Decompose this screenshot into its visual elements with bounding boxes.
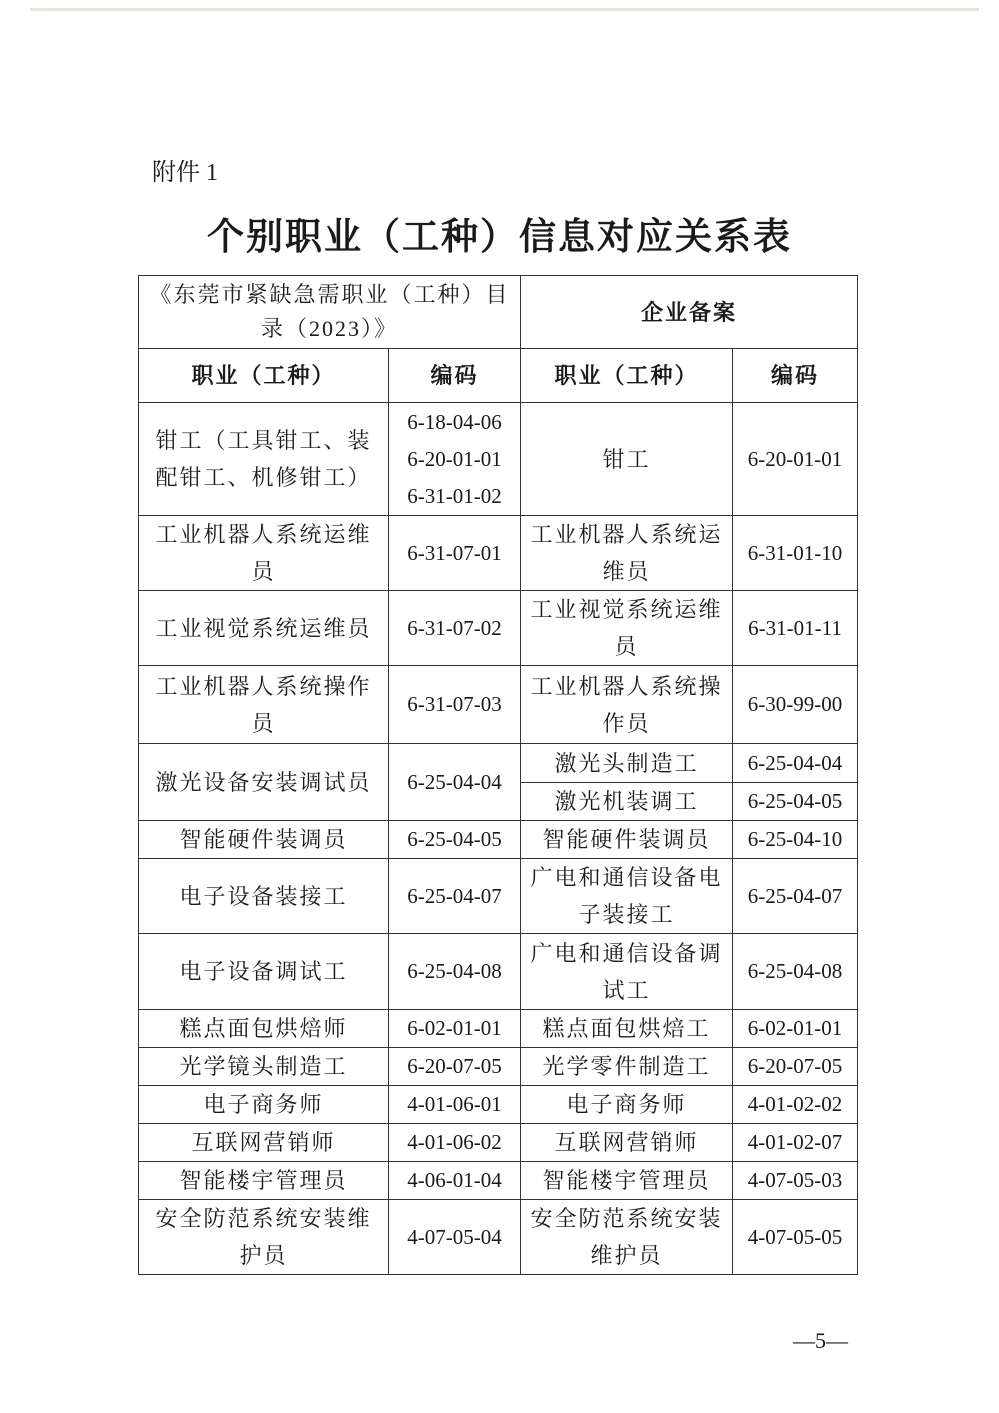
enterprise-occupation-cell: 工业视觉系统运维员: [521, 591, 733, 666]
catalog-code-cell: 6-25-04-07: [389, 859, 521, 934]
catalog-occupation-cell: 电子设备调试工: [139, 934, 389, 1010]
table-row: [139, 859, 858, 934]
enterprise-code-cell: 6-25-04-07: [733, 859, 858, 934]
table-row: [139, 934, 858, 1010]
catalog-occupation-cell: 钳工（工具钳工、装配钳工、机修钳工）: [139, 403, 389, 516]
catalog-occupation-cell: 糕点面包烘焙师: [139, 1010, 389, 1048]
catalog-occupation-cell: 工业机器人系统操作员: [139, 666, 389, 744]
catalog-occupation-cell: 工业机器人系统运维员: [139, 516, 389, 591]
enterprise-code-cell: 4-01-02-07: [733, 1124, 858, 1162]
enterprise-occupation-cell: 广电和通信设备调试工: [521, 934, 733, 1010]
catalog-code-cell: 6-31-07-03: [389, 666, 521, 744]
table-row: [139, 666, 858, 744]
column-header-code: 编码: [389, 349, 521, 403]
catalog-code-cell: 4-07-05-04: [389, 1200, 521, 1275]
catalog-code-cell: 6-18-04-06 6-20-01-01 6-31-01-02: [389, 403, 521, 516]
enterprise-code-cell: 6-02-01-01: [733, 1010, 858, 1048]
enterprise-code-cell: 6-25-04-04: [733, 744, 858, 783]
catalog-occupation-cell: 智能楼宇管理员: [139, 1162, 389, 1200]
catalog-occupation-cell: 智能硬件装调员: [139, 821, 389, 859]
page-number: —5—: [793, 1328, 848, 1353]
column-header-occupation: 职业（工种）: [521, 349, 733, 403]
occupation-mapping-table: [138, 275, 858, 1275]
group-header-enterprise: 企业备案: [521, 276, 858, 349]
enterprise-code-cell: 4-07-05-05: [733, 1200, 858, 1275]
enterprise-occupation-cell: 光学零件制造工: [521, 1048, 733, 1086]
enterprise-code-cell: 6-25-04-10: [733, 821, 858, 859]
group-header-catalog: 《东莞市紧缺急需职业（工种）目录（2023）》: [139, 276, 521, 349]
enterprise-occupation-cell: 电子商务师: [521, 1086, 733, 1124]
scan-edge-line: [30, 8, 979, 11]
catalog-code-cell: 4-01-06-02: [389, 1124, 521, 1162]
attachment-label: 附件 1: [152, 160, 218, 186]
enterprise-occupation-cell: 钳工: [521, 403, 733, 516]
catalog-code-cell: 4-06-01-04: [389, 1162, 521, 1200]
catalog-occupation-cell: 电子设备装接工: [139, 859, 389, 934]
table-row: [139, 744, 858, 783]
enterprise-occupation-cell: 工业机器人系统操作员: [521, 666, 733, 744]
enterprise-code-cell: 6-30-99-00: [733, 666, 858, 744]
catalog-occupation-cell: 光学镜头制造工: [139, 1048, 389, 1086]
enterprise-code-cell: 6-25-04-08: [733, 934, 858, 1010]
catalog-code-cell: 4-01-06-01: [389, 1086, 521, 1124]
catalog-code-cell: 6-25-04-04: [389, 744, 521, 821]
table-row: [139, 403, 858, 516]
table-row: [139, 1048, 858, 1086]
page-title: 个别职业（工种）信息对应关系表: [207, 217, 792, 258]
table-row: [139, 1124, 858, 1162]
enterprise-occupation-cell: 糕点面包烘焙工: [521, 1010, 733, 1048]
catalog-occupation-cell: 工业视觉系统运维员: [139, 591, 389, 666]
catalog-occupation-cell: 互联网营销师: [139, 1124, 389, 1162]
enterprise-occupation-cell: 互联网营销师: [521, 1124, 733, 1162]
table-row: [139, 1086, 858, 1124]
enterprise-occupation-cell: 智能楼宇管理员: [521, 1162, 733, 1200]
catalog-code-cell: 6-31-07-02: [389, 591, 521, 666]
enterprise-code-cell: 6-25-04-05: [733, 783, 858, 821]
catalog-code-cell: 6-25-04-08: [389, 934, 521, 1010]
enterprise-occupation-cell: 激光机装调工: [521, 783, 733, 821]
catalog-code-cell: 6-20-07-05: [389, 1048, 521, 1086]
enterprise-occupation-cell: 广电和通信设备电子装接工: [521, 859, 733, 934]
enterprise-occupation-cell: 安全防范系统安装维护员: [521, 1200, 733, 1275]
table-row: [139, 591, 858, 666]
enterprise-code-cell: 4-07-05-03: [733, 1162, 858, 1200]
catalog-occupation-cell: 安全防范系统安装维护员: [139, 1200, 389, 1275]
column-header-occupation: 职业（工种）: [139, 349, 389, 403]
catalog-occupation-cell: 电子商务师: [139, 1086, 389, 1124]
enterprise-code-cell: 6-31-01-11: [733, 591, 858, 666]
table-column-header-row: [139, 349, 858, 403]
catalog-code-cell: 6-31-07-01: [389, 516, 521, 591]
enterprise-occupation-cell: 激光头制造工: [521, 744, 733, 783]
enterprise-code-cell: 6-31-01-10: [733, 516, 858, 591]
table-group-header-row: [139, 276, 858, 349]
table-row: [139, 1010, 858, 1048]
enterprise-occupation-cell: 智能硬件装调员: [521, 821, 733, 859]
catalog-code-cell: 6-02-01-01: [389, 1010, 521, 1048]
table-row: [139, 516, 858, 591]
catalog-code-cell: 6-25-04-05: [389, 821, 521, 859]
enterprise-code-cell: 6-20-01-01: [733, 403, 858, 516]
table-row: [139, 1200, 858, 1275]
enterprise-code-cell: 6-20-07-05: [733, 1048, 858, 1086]
enterprise-occupation-cell: 工业机器人系统运维员: [521, 516, 733, 591]
enterprise-code-cell: 4-01-02-02: [733, 1086, 858, 1124]
table-row: [139, 821, 858, 859]
table-row: [139, 1162, 858, 1200]
catalog-occupation-cell: 激光设备安装调试员: [139, 744, 389, 821]
column-header-code: 编码: [733, 349, 858, 403]
